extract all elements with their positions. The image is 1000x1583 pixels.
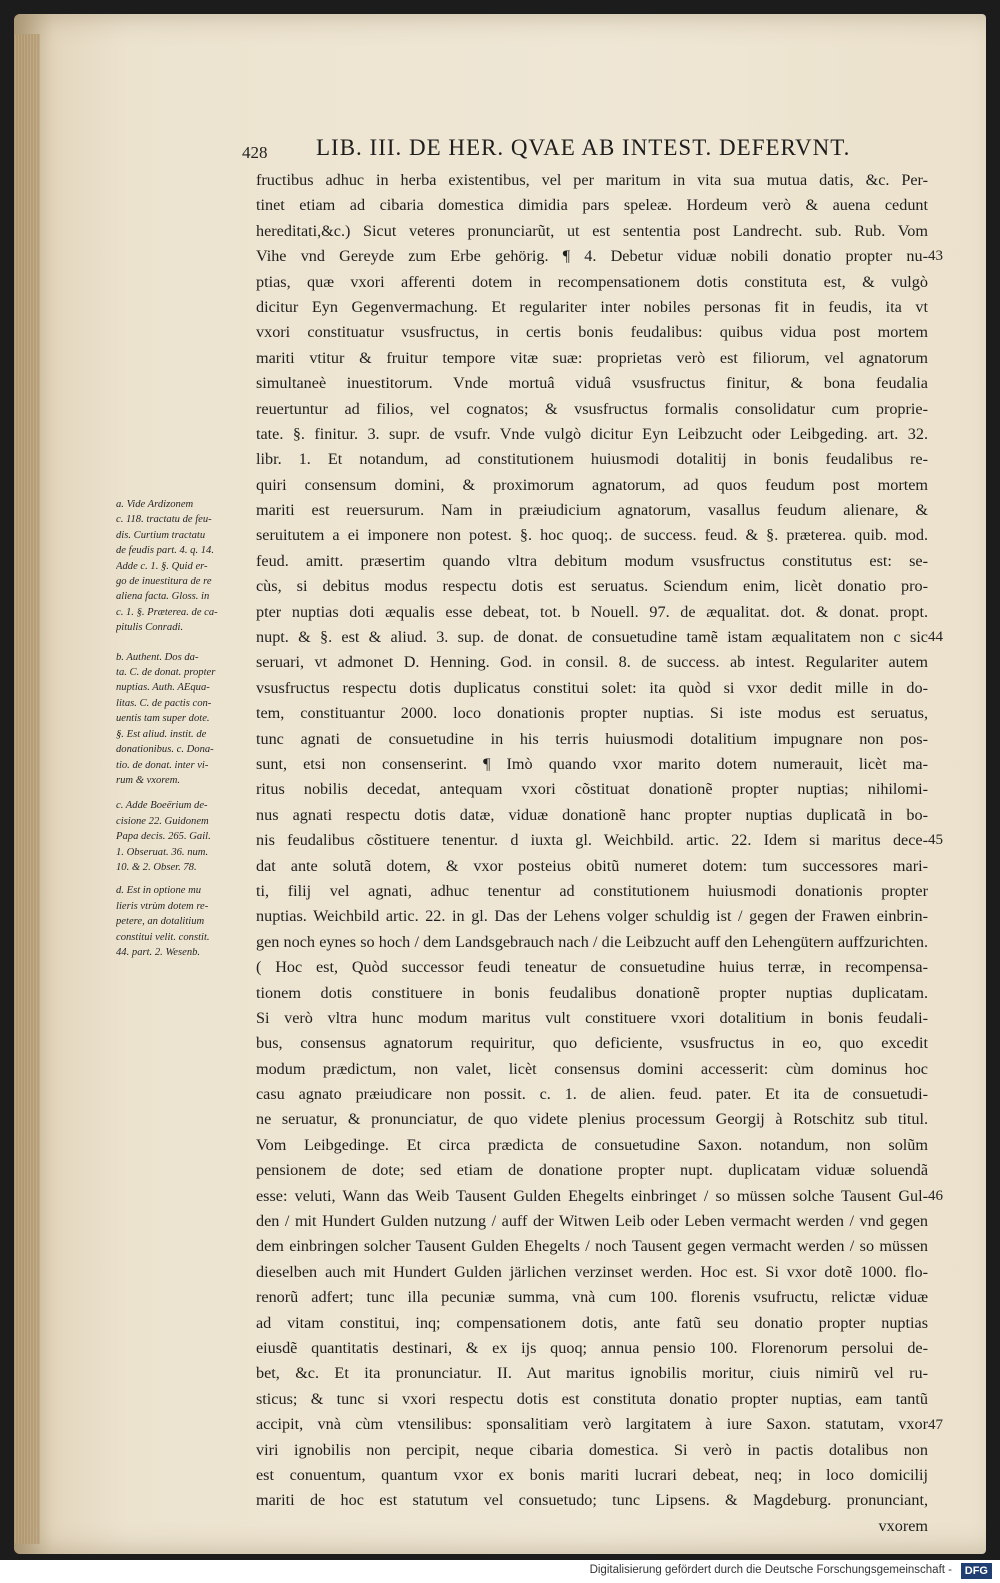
text-line: gen noch eynes so hoch / dem Landsgebrauch nach / die Leibzucht auff den Lehengütern auffzurichten. bbox=[256, 932, 928, 951]
margin-note bbox=[116, 883, 254, 960]
text-line: nis feudalibus cõstituere tenentur. d iuxta gl. Weichbild. artic. 22. Idem si maritus dece- bbox=[256, 831, 928, 850]
text-line: ( Hoc est, Quòd successor feudi teneatur de consuetudine huius terræ, in recompensa- bbox=[256, 958, 928, 977]
margin-note-line: pitulis Conradi. bbox=[116, 622, 184, 634]
margin-note-line: §. Est aliud. instit. de bbox=[116, 728, 207, 740]
text-line: mariti de hoc est statutum vel consuetudo; tunc Lipsens. & Magdeburg. pronunciant, bbox=[256, 1491, 928, 1510]
text-line: eiusdẽ quantitatis destinari, & ex ijs quoq; annua pensio 100. Florenorum persolui de- bbox=[256, 1338, 928, 1357]
text-line: ti, filij vel agnati, adhuc tenentur ad constitutionem huiusmodi donationis propter bbox=[256, 881, 928, 900]
section-number: 45 bbox=[928, 832, 943, 849]
text-line: nupt. & §. est & aliud. 3. sup. de donat. de consuetudine tamẽ istam æqualitatem non c sic bbox=[256, 628, 928, 647]
text-line: seruitutem a ei imponere non potest. §. hoc quoq;. de success. feud. & §. præterea. quib. mod. bbox=[256, 526, 928, 545]
text-line: tate. §. finitur. 3. supr. de vsufr. Vnde vulgò dicitur Eyn Leibzucht oder Leibgeding. art. 32. bbox=[256, 424, 928, 443]
margin-note-line: d. Est in optione mu bbox=[116, 885, 202, 897]
text-line: casu agnato præiudicare non possit. c. 1. de alien. feud. pater. Et ita de consuetudi- bbox=[256, 1085, 928, 1104]
margin-note-line: go de inuestitura de re bbox=[116, 576, 212, 588]
text-line: ritus nobilis decedat, antequam vxori cõstituat donationẽ propter nuptias; nihilomi- bbox=[256, 780, 928, 799]
text-line: ne seruatur, & pronunciatur, de quo videte plenius processum Georgij à Rotschitz sub titul. bbox=[256, 1110, 928, 1129]
margin-note-line: c. 1. §. Præterea. de ca- bbox=[116, 606, 218, 618]
margin-note bbox=[116, 650, 254, 789]
text-line: ptias, quæ vxori afferenti dotem in recompensationem dotis constituta est, & vulgò bbox=[256, 272, 928, 291]
margin-note-line: lieris vtrùm dotem re- bbox=[116, 900, 209, 912]
margin-note-line: constitui velit. constit. bbox=[116, 931, 210, 943]
text-line: vxori constituatur vsusfructus, in certis bonis feudalibus: quibus vidua post mortem bbox=[256, 323, 928, 342]
text-line: nuptias. Weichbild artic. 22. in gl. Das der Lehens volger schuldig ist / gegen der Frawen einbrin- bbox=[256, 907, 928, 926]
text-line: quiri consensum domini, & proximorum agnatorum, ad quos feudum post mortem bbox=[256, 475, 928, 494]
text-line: dicitur Eyn Gegenvermachung. Et regulariter inter nobiles personas fit in feudis, ita vt bbox=[256, 297, 928, 316]
page-stack-edge bbox=[14, 34, 40, 1544]
text-line: renorũ adfert; tunc illa pecuniæ summa, vnà cum 100. florenis vsufructu, relictæ viduæ bbox=[256, 1288, 928, 1307]
text-line: libr. 1. Et notandum, ad constitutionem huiusmodi dotalitij in bonis feudalibus re- bbox=[256, 450, 928, 469]
text-line: sunt, etsi non consenserint. ¶ Imò quando vxor marito dotem numerauit, licèt ma- bbox=[256, 754, 928, 773]
margin-note-line: b. Authent. Dos da- bbox=[116, 651, 199, 663]
running-head: LIB. III. DE HER. QVAE AB INTEST. DEFERVNT. bbox=[316, 135, 851, 160]
text-line: vxorem bbox=[878, 1516, 928, 1535]
text-line: bet, &c. Et ita pronunciatur. II. Aut maritus ignobilis moritur, ciuis nimirũ vel ru- bbox=[256, 1364, 928, 1383]
text-line: tinet etiam ad cibaria domestica dimidia pars speleæ. Hordeum verò & auena cedunt bbox=[256, 196, 928, 215]
text-line: pensionem de dote; sed etiam de donatione propter nupt. duplicatam viduæ soluendã bbox=[256, 1161, 928, 1180]
dfg-logo: DFG bbox=[961, 1563, 992, 1579]
margin-note-line: c. Adde Boeërium de- bbox=[116, 800, 208, 812]
text-line: simultaneè inuestitorum. Vnde mortuâ viduâ vsusfructus finitur, & bona feudalia bbox=[256, 374, 928, 393]
text-line: Si verò vltra hunc modum maritus vult constituere vxori dotalitium in bonis feudali- bbox=[256, 1008, 928, 1027]
text-line: pter nuptias doti æqualis esse debeat, tot. b Nouell. 97. de æqualitat. dot. & donat. propt. bbox=[256, 602, 928, 621]
text-line: feud. amitt. præsertim quando vltra debitum modum vsusfructus constitutus est: se- bbox=[256, 551, 928, 570]
main-text-column bbox=[256, 168, 928, 1539]
text-line: den / mit Hundert Gulden nutzung / auff der Witwen Leib oder Leben vermacht werden / vnd gegen bbox=[256, 1212, 928, 1231]
margin-note-line: litas. C. de pactis con- bbox=[116, 697, 212, 709]
text-line: tunc agnati de consuetudine in his terris huiusmodi dotalitium impugnare non pos- bbox=[256, 729, 928, 748]
margin-note-line: cisione 22. Guidonem bbox=[116, 815, 209, 827]
text-line: mariti est reuersurum. Nam in præiudicium agnatorum, vasallus feudum alienare, & bbox=[256, 501, 928, 520]
text-line: sticus; & tunc si vxori respectu dotis est constituta donatio propter nuptias, eam tantũ bbox=[256, 1389, 928, 1408]
margin-note-line: de feudis part. 4. q. 14. bbox=[116, 545, 214, 557]
text-line: viri ignobilis non percipit, neque cibaria domestica. Si verò in pactis dotalibus non bbox=[256, 1440, 928, 1459]
margin-note-line: Adde c. 1. §. Quid er- bbox=[116, 560, 208, 572]
margin-note-line: petere, an dotalitium bbox=[116, 916, 205, 928]
text-line: Vihe vnd Gereyde zum Erbe gehörig. ¶ 4. Debetur viduæ nobili donatio propter nu- bbox=[256, 247, 928, 266]
funding-credit: Digitalisierung gefördert durch die Deutsche Forschungsgemeinschaft - bbox=[589, 1564, 952, 1576]
text-line: fructibus adhuc in herba existentibus, vel per maritum in vita sua mutua datis, &c. Per- bbox=[256, 171, 928, 189]
margin-note-line: a. Vide Ardizonem bbox=[116, 499, 194, 510]
text-line: nus agnati respectu dotis datæ, viduæ donationẽ hanc propter nuptias duplicatã in bo- bbox=[256, 805, 928, 824]
text-line: cùs, si debitus modus respectu dotis est seruatus. Sciendum enim, licèt donatio pro- bbox=[256, 577, 928, 596]
section-number: 43 bbox=[928, 248, 943, 265]
text-line: dat ante solutã dotem, & vxor posteius obitũ numeret dotem: tum successores mari- bbox=[256, 856, 928, 875]
text-line: tionem dotis constituere in bonis feudalibus donationẽ propter nuptias duplicatam. bbox=[256, 983, 928, 1002]
margin-note-line: c. 118. tractatu de feu- bbox=[116, 514, 212, 526]
text-line: bus, consensus agnatorum requiritur, quo deficiente, vsusfructus in eo, quo excedit bbox=[256, 1034, 928, 1053]
margin-note-line: nuptias. Auth. AEqua- bbox=[116, 682, 210, 694]
margin-note-line: rum & vxorem. bbox=[116, 774, 181, 786]
section-number: 44 bbox=[928, 629, 943, 646]
margin-note bbox=[116, 497, 254, 636]
text-line: est conuentum, quantum vxor ex bonis mariti lucrari debeat, neq; in loco domicilij bbox=[256, 1465, 928, 1484]
text-line: Vom Leibgedinge. Et circa prædicta de consuetudine Saxon. notandum, non solũm bbox=[256, 1135, 928, 1154]
text-line: esse: veluti, Wann das Weib Tausent Gulden Ehegelts einbringet / so müssen solche Tausent Gul- bbox=[256, 1186, 928, 1205]
margin-note-line: ta. C. de donat. propter bbox=[116, 667, 216, 679]
margin-note bbox=[116, 798, 254, 875]
section-number: 46 bbox=[928, 1188, 943, 1204]
margin-note-line: Papa decis. 265. Gail. bbox=[116, 831, 211, 843]
margin-note-line: donationibus. c. Dona- bbox=[116, 744, 214, 756]
text-line: dem einbringen solcher Tausent Gulden Ehegelts / noch Tausent gegen vermacht werden / so müssen bbox=[256, 1237, 928, 1256]
margin-note-line: 10. & 2. Obser. 78. bbox=[116, 861, 197, 873]
text-line: vsusfructus respectu dotis duplicatus constitui solet: ita quòd si vxor dedit mille in do- bbox=[256, 678, 928, 697]
text-line: dieselben auch mit Hundert Gulden järlichen verzinset werden. Hoc est. Si vxor dotẽ 1000. flo- bbox=[256, 1262, 928, 1281]
margin-note-line: dis. Curtium tractatu bbox=[116, 529, 206, 541]
margin-note-line: uentis tam super dote. bbox=[116, 713, 210, 725]
text-line: tem, constituantur 2000. loco donationis propter nuptias. Si iste modus est seruatus, bbox=[256, 704, 928, 723]
text-line: seruari, vt admonet D. Henning. God. in consil. 8. de success. ab intest. Regulariter autem bbox=[256, 653, 928, 672]
digitization-footer bbox=[0, 1560, 1000, 1583]
text-line: mariti vtitur & fruitur tempore vitæ suæ: proprietas verò est filiorum, vel agnatorum bbox=[256, 348, 928, 367]
margin-note-line: 1. Obseruat. 36. num. bbox=[116, 846, 209, 858]
text-line: reuertuntur ad filios, vel cognatos; & vsusfructus formalis consolidatur cum proprie- bbox=[256, 399, 928, 418]
text-line: accipit, vnà cùm vtensilibus: sponsalitiam verò largitatem à iure Saxon. statutam, vxor bbox=[256, 1415, 928, 1434]
margin-notes bbox=[116, 497, 254, 964]
margin-note-line: tio. de donat. inter vi- bbox=[116, 759, 209, 771]
margin-note-line: 44. part. 2. Wesenb. bbox=[116, 946, 201, 958]
text-line: modum prædictum, non valet, licèt consensus domini accesserit: cùm dominus hoc bbox=[256, 1059, 928, 1078]
margin-note-line: aliena facta. Gloss. in bbox=[116, 591, 210, 603]
text-line: hereditati,&c.) Sicut veteres pronunciarũt, ut est sententia post Landrecht. sub. Rub. Vom bbox=[256, 221, 928, 240]
page-number: 428 bbox=[242, 143, 268, 162]
section-number: 47 bbox=[928, 1416, 943, 1433]
text-line: ad vitam constitui, inq; compensationem dotis, ante fatũ seu donatio propter nuptias bbox=[256, 1313, 928, 1332]
